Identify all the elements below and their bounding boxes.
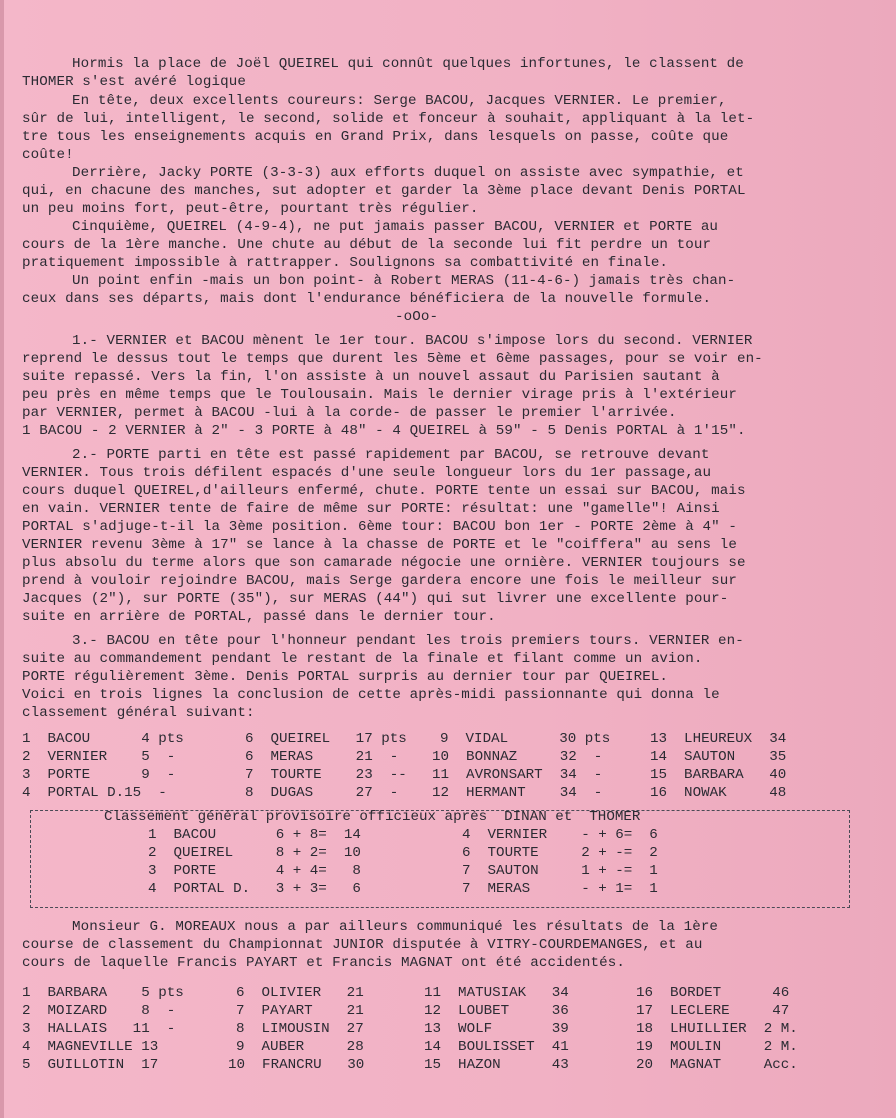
table-cell: 4 MAGNEVILLE 13 <box>22 1039 159 1055</box>
table-cell: 3 PORTE 4 + 4= 8 <box>148 863 361 879</box>
table-cell: 19 MOULIN 2 M. <box>636 1039 798 1055</box>
text-line: 1 BACOU - 2 VERNIER à 2" - 3 PORTE à 48" - 4 QUEIREL à 59" - 5 Denis PORTAL à 1'15". <box>22 423 746 439</box>
text-line: cours de la 1ère manche. Une chute au début de la seconde lui fit perdre un tour <box>22 237 712 253</box>
table-cell: 10 FRANCRU 30 <box>228 1057 365 1073</box>
table-cell: 2 QUEIREL 8 + 2= 10 <box>148 845 361 861</box>
table-cell: 7 PAYART 21 <box>236 1003 364 1019</box>
table-cell: 4 PORTAL D. 3 + 3= 6 <box>148 881 361 897</box>
text-line: Derrière, Jacky PORTE (3-3-3) aux efforts duquel on assiste avec sympathie, et <box>72 165 744 181</box>
text-line: en vain. VERNIER tente de faire de même sur PORTE: résultat: une "gamelle"! Ainsi <box>22 501 720 517</box>
text-line: cours de laquelle Francis PAYART et Francis MAGNAT ont été accidentés. <box>22 955 625 971</box>
text-line: par VERNIER, permet à BACOU -lui à la corde- de passer le premier l'arrivée. <box>22 405 677 421</box>
table-cell: 16 NOWAK 48 <box>650 785 787 801</box>
table-cell: 14 SAUTON 35 <box>650 749 787 765</box>
table-cell: 6 OLIVIER 21 <box>236 985 364 1001</box>
text-line: PORTAL s'adjuge-t-il la 3ème position. 6ème tour: BACOU bon 1er - PORTE 2ème à 4" - <box>22 519 737 535</box>
table-cell: 16 BORDET 46 <box>636 985 790 1001</box>
table-cell: 2 VERNIER 5 - <box>22 749 176 765</box>
provisoire-title: Classement général provisoire officieux après DINAN et THOMER <box>104 809 641 825</box>
table-cell: 11 MATUSIAK 34 <box>424 985 569 1001</box>
text-line: En tête, deux excellents coureurs: Serge BACOU, Jacques VERNIER. Le premier, <box>72 93 727 109</box>
text-line: prend à vouloir rejoindre BACOU, mais Serge gardera encore une fois le meilleur sur <box>22 573 737 589</box>
table-cell: 4 PORTAL D.15 - <box>22 785 167 801</box>
text-line: VERNIER revenu 3ème à 17" se lance à la chasse de PORTE et le "coiffera" au sens le <box>22 537 737 553</box>
table-cell: 7 TOURTE 23 -- <box>245 767 407 783</box>
table-cell: 12 LOUBET 36 <box>424 1003 569 1019</box>
table-cell: 1 BARBARA 5 pts <box>22 985 184 1001</box>
table-cell: 9 AUBER 28 <box>236 1039 364 1055</box>
text-line: suite au commandement pendant le restant de la finale et filant comme un avion. <box>22 651 703 667</box>
table-cell: 3 HALLAIS 11 - <box>22 1021 176 1037</box>
table-cell: 13 LHEUREUX 34 <box>650 731 787 747</box>
text-line: ceux dans ses départs, mais dont l'endurance bénéficiera de la nouvelle formule. <box>22 291 712 307</box>
table-cell: 15 BARBARA 40 <box>650 767 787 783</box>
table-cell: 6 TOURTE 2 + -= 2 <box>462 845 658 861</box>
text-line: reprend le dessus tout le temps que durent les 5ème et 6ème passages, pour se voir en- <box>22 351 763 367</box>
text-line: 1.- VERNIER et BACOU mènent le 1er tour. BACOU s'impose lors du second. VERNIER <box>72 333 753 349</box>
table-cell: 6 QUEIREL 17 pts <box>245 731 407 747</box>
table-cell: 8 LIMOUSIN 27 <box>236 1021 364 1037</box>
text-line: classement général suivant: <box>22 705 255 721</box>
table-cell: 8 DUGAS 27 - <box>245 785 399 801</box>
table-cell: 2 MOIZARD 8 - <box>22 1003 176 1019</box>
table-cell: 10 BONNAZ 32 - <box>432 749 603 765</box>
text-line: coûte! <box>22 147 74 163</box>
text-line: THOMER s'est avéré logique <box>22 74 246 90</box>
text-line: plus absolu du terme alors que son camarade négocie une ornière. VERNIER toujours se <box>22 555 746 571</box>
text-line: tre tous les enseignements acquis en Grand Prix, dans lesquels on passe, coûte que <box>22 129 729 145</box>
text-line: PORTE régulièrement 3ème. Denis PORTAL surpris au dernier tour par QUEIREL. <box>22 669 669 685</box>
text-line: course de classement du Championnat JUNIOR disputée à VITRY-COURDEMANGES, et au <box>22 937 703 953</box>
table-cell: 14 BOULISSET 41 <box>424 1039 569 1055</box>
table-cell: 15 HAZON 43 <box>424 1057 569 1073</box>
table-cell: 3 PORTE 9 - <box>22 767 176 783</box>
table-cell: 1 BACOU 6 + 8= 14 <box>148 827 361 843</box>
separator: -oOo- <box>395 309 439 325</box>
table-cell: 6 MERAS 21 - <box>245 749 399 765</box>
text-line: sûr de lui, intelligent, le second, solide et fonceur à souhait, appliquant à la let- <box>22 111 755 127</box>
table-cell: 1 BACOU 4 pts <box>22 731 184 747</box>
text-line: Hormis la place de Joël QUEIREL qui connût quelques infortunes, le classent de <box>72 56 744 72</box>
text-line: Monsieur G. MOREAUX nous a par ailleurs communiqué les résultats de la 1ère <box>72 919 719 935</box>
text-line: VERNIER. Tous trois défilent espacés d'une seule longueur lors du 1er passage,au <box>22 465 712 481</box>
table-cell: 20 MAGNAT Acc. <box>636 1057 798 1073</box>
text-line: pratiquement impossible à rattrapper. Soulignons sa combattivité en finale. <box>22 255 669 271</box>
table-cell: 17 LECLERE 47 <box>636 1003 790 1019</box>
text-line: Jacques (2"), sur PORTE (35"), sur MERAS (44") qui sut livrer une excellente pour- <box>22 591 729 607</box>
table-cell: 4 VERNIER - + 6= 6 <box>462 827 658 843</box>
table-cell: 13 WOLF 39 <box>424 1021 569 1037</box>
table-cell: 7 MERAS - + 1= 1 <box>462 881 658 897</box>
table-cell: 7 SAUTON 1 + -= 1 <box>462 863 658 879</box>
text-line: qui, en chacune des manches, sut adopter et garder la 3ème place devant Denis PORTAL <box>22 183 746 199</box>
text-line: un peu moins fort, peut-être, pourtant très régulier. <box>22 201 479 217</box>
text-line: Cinquième, QUEIREL (4-9-4), ne put jamais passer BACOU, VERNIER et PORTE au <box>72 219 719 235</box>
table-cell: 11 AVRONSART 34 - <box>432 767 603 783</box>
text-line: 2.- PORTE parti en tête est passé rapidement par BACOU, se retrouve devant <box>72 447 710 463</box>
table-cell: 18 LHUILLIER 2 M. <box>636 1021 798 1037</box>
text-line: Voici en trois lignes la conclusion de cette après-midi passionnante qui donna le <box>22 687 720 703</box>
page-edge <box>0 0 4 1118</box>
table-cell: 5 GUILLOTIN 17 <box>22 1057 159 1073</box>
table-cell: 12 HERMANT 34 - <box>432 785 603 801</box>
table-cell: 9 VIDAL 30 pts <box>440 731 611 747</box>
text-line: suite repassé. Vers la fin, l'on assiste à un nouvel assaut du Parisien sautant à <box>22 369 720 385</box>
text-line: suite en arrière de PORTAL, passé dans le dernier tour. <box>22 609 496 625</box>
text-line: peu près en même temps que le Toulousain. Mais le dernier virage pris à l'extérieur <box>22 387 737 403</box>
text-line: Un point enfin -mais un bon point- à Robert MERAS (11-4-6-) jamais très chan- <box>72 273 736 289</box>
text-line: cours duquel QUEIREL,d'ailleurs enfermé, chute. PORTE tente un essai sur BACOU, mais <box>22 483 746 499</box>
text-line: 3.- BACOU en tête pour l'honneur pendant les trois premiers tours. VERNIER en- <box>72 633 744 649</box>
